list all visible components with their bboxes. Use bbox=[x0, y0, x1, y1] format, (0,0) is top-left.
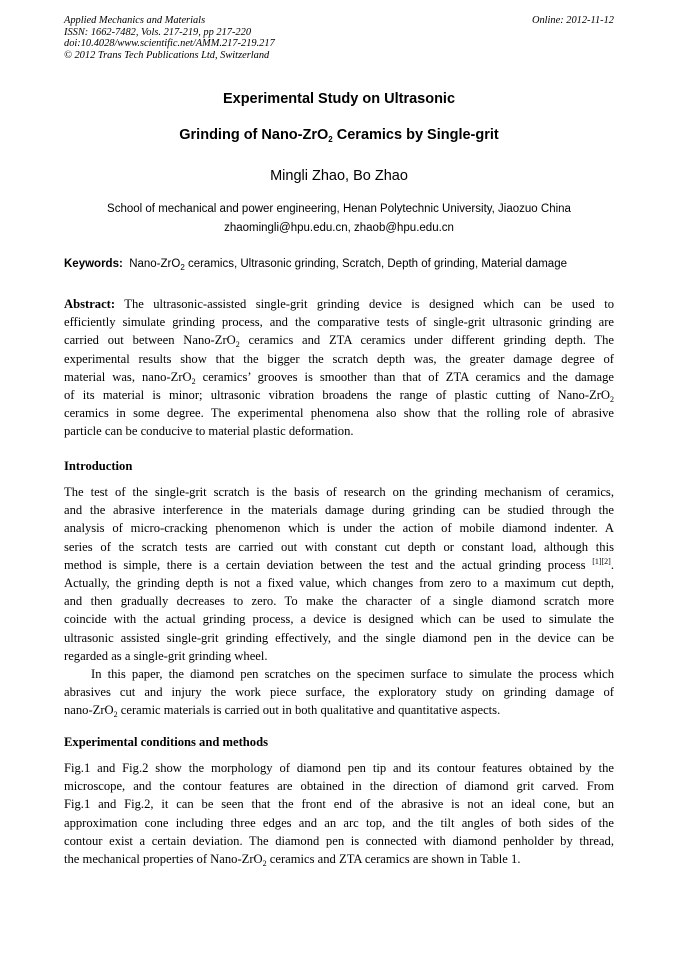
affiliation: School of mechanical and power engineering, Henan Polytechnic University, Jiaozuo China bbox=[107, 203, 571, 215]
author-emails[interactable]: zhaomingli@hpu.edu.cn, zhaob@hpu.edu.cn bbox=[224, 222, 454, 234]
journal-name: Applied Mechanics and Materials bbox=[64, 15, 206, 26]
abstract: Abstract: The ultrasonic-assisted single-grit grinding device is designed which can be used to efficiently simulate grinding process, and the comparative tests of single-grit ultrasonic grinding are carried out between Nano-ZrO$_2$ ceramics and ZTA ceramics under different grinding depth. The experimental results show that the bigger the scratch depth was, the greater damage degree of material was, nano-ZrO$_2$ ceramics’ grooves is smoother than that of ZTA ceramics and the damage of its material is minor; ultrasonic vibration broadens the range of plastic cutting of Nano-ZrO$_2$ ceramics in some degree. The experimental phenomena also show that the rolling role of abrasive particle can be conducive to material plastic deformation. bbox=[64, 297, 615, 439]
section-heading-introduction: Introduction bbox=[64, 459, 133, 473]
introduction-body: The test of the single-grit scratch is the basis of research on the grinding mechanism of ceramics, and the abrasive interference in the materials damage during grinding can be studied through the analysis of micro-cracking phenomenon which is under the action of mobile diamond indenter. A series of the scratch tests are carried out with constant cut depth or constant load, although this method is simple, there is a certain deviation between the test and the actual grinding process [1][2]. Actually, the grinding depth is not a fixed value, which changes from zero to a maximum cut depth, and then gradually decreases to zero. To make the character of a single diamond scratch more coincide with the actual grinding process, a device is designed which can be used to simulate the ultrasonic assisted single-grit grinding effectively, and the single diamond pen in the device can be regarded as a single-grit grinding wheel. In this paper, the diamond pen scratches on the specimen surface to simulate the process which abrasives cut and injury the work piece surface, the exploratory study on grinding damage of nano-ZrO$_2$ ceramic materials is carried out in both qualitative and quantitative aspects. bbox=[64, 485, 614, 720]
paper-title-line1: Experimental Study on Ultrasonic bbox=[222, 91, 456, 107]
experimental-body: Fig.1 and Fig.2 show the morphology of diamond pen tip and its contour features obtained by the microscope, and the contour features are obtained in the direction of diamond grit carved. From Fig.1 and Fig.2, it can be seen that the front end of the abrasive is not an ideal cone, but an approximation cone including three edges and an arc top, and the tilt angles of both sides of the contour exist a certain deviation. The diamond pen is connected with diamond penholder by thread, the mechanical properties of Nano-ZrO$_2$ ceramics and ZTA ceramics are shown in Table 1. bbox=[64, 761, 614, 868]
citation-ref: [1][2] bbox=[592, 556, 611, 566]
section-heading-experimental: Experimental conditions and methods bbox=[64, 735, 268, 749]
abstract-label: Abstract: bbox=[64, 297, 116, 311]
keywords: Keywords: Nano-ZrO$_2$ ceramics, Ultrasonic grinding, Scratch, Depth of grinding, Material damage bbox=[64, 258, 567, 272]
keywords-label: Keywords: bbox=[64, 258, 123, 270]
issn-line: ISSN: 1662-7482, Vols. 217-219, pp 217-220 bbox=[64, 26, 252, 38]
authors: Mingli Zhao, Bo Zhao bbox=[270, 168, 408, 184]
paper-title-line2: Grinding of Nano-ZrO$_2$ Ceramics by Single-grit bbox=[179, 127, 499, 144]
online-date: Online: 2012-11-12 bbox=[531, 15, 614, 26]
copyright-line: © 2012 Trans Tech Publications Ltd, Switzerland bbox=[64, 49, 270, 61]
doi-line[interactable]: doi:10.4028/www.scientific.net/AMM.217-219.217 bbox=[64, 38, 275, 50]
journal-header bbox=[64, 15, 614, 61]
